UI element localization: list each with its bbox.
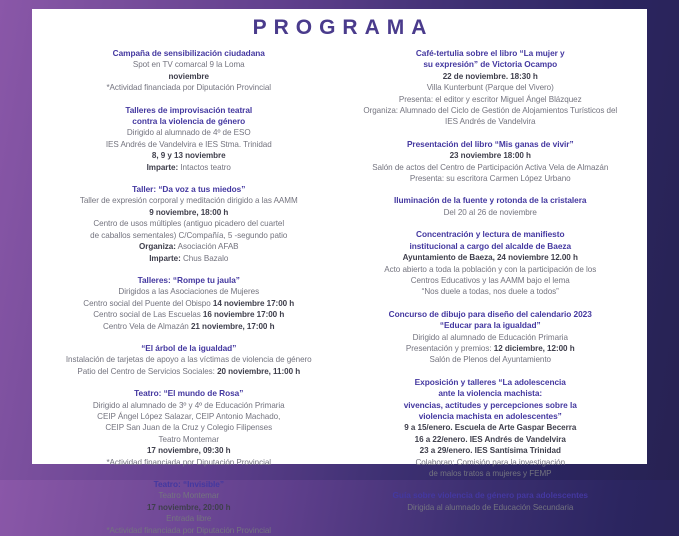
program-entry-title: Presentación del libro “Mis ganas de vivir”	[406, 138, 574, 149]
program-entry-line: 22 de noviembre. 18:30 h	[442, 71, 538, 81]
program-entry-line: Villa Kunterbunt (Parque del Vivero)	[426, 83, 554, 93]
program-entry-line: Dirigido al alumnado de 4º de ESO	[126, 128, 251, 138]
program-entry-line: 9 noviembre, 18:00 h	[149, 207, 229, 217]
program-entry	[44, 388, 334, 468]
program-entry-line: Dirigido al alumnado de 3º y 4º de Educación Primaria	[92, 400, 285, 410]
program-entry	[44, 479, 334, 536]
program-entry-line: *Actividad financiada por Diputación Provincial	[106, 525, 272, 535]
program-entry-title: Exposición y talleres “La adolescencia ante la violencia machista: vivencias, actitudes y percepciones sobre la violencia machista en adolescentes”	[403, 376, 577, 421]
program-entry-line: 23 a 29/enero. IES Santísima Trinidad	[419, 446, 561, 456]
program-entry-line: de malos tratos a mujeres y FEMP	[428, 469, 552, 478]
program-entry	[346, 195, 636, 218]
program-entry-line: 16 a 22/enero. IES Andrés de Vandelvira	[414, 434, 566, 444]
program-entry-title: Campaña de sensibilización ciudadana	[112, 48, 265, 58]
program-entry-line: Colaboran: Comisión para la investigación	[415, 457, 566, 467]
program-entry-line: Dirigidos a las Asociaciones de Mujeres	[118, 287, 260, 297]
program-entry-line: Teatro Montemar	[158, 434, 219, 444]
program-entry-title: Talleres: “Rompe tu jaula”	[137, 274, 240, 285]
program-entry-line: 17 noviembre, 20:00 h	[146, 502, 231, 512]
program-entry-line: IES Andrés de Vandelvira e IES Stma. Trinidad	[105, 139, 272, 149]
program-entry-line: CEIP Ángel López Salazar, CEIP Antonio Machado,	[97, 411, 281, 421]
program-entry-line: Taller de expresión corporal y meditación dirigido a las AAMM	[79, 196, 298, 206]
program-entry-line: Organiza: Asociación AFAB	[138, 242, 239, 252]
left-column	[38, 48, 340, 536]
program-entry-line: IES Andrés de Vandelvira	[445, 117, 536, 127]
program-entry-title: Taller: “Da voz a tus miedos”	[132, 184, 246, 195]
program-entry-title: Iluminación de la fuente y rotonda de la cristalera	[394, 195, 587, 206]
poster-card	[32, 9, 647, 535]
program-entry-line: Presentación y premios: 12 diciembre, 12:00 h	[405, 343, 575, 353]
program-entry	[44, 343, 334, 377]
program-entry-line: Teatro Montemar	[158, 491, 219, 501]
program-entry-line: Dirigida al alumnado de Educación Secundaria	[407, 502, 574, 512]
program-entry-line: 9 a 15/enero. Escuela de Arte Gaspar Becerra	[404, 423, 577, 433]
program-entry	[346, 139, 636, 185]
program-entry-line: Imparte: Chus Bazalo	[149, 253, 229, 263]
program-entry-line: Centro de usos múltiples (antiguo picadero del cuartel	[93, 219, 285, 229]
program-entry-line: Centro Vela de Almazán 21 noviembre, 17:00 h	[103, 321, 275, 331]
program-entry-line: Salón de Plenos del Ayuntamiento	[429, 355, 552, 365]
program-entry	[346, 490, 636, 513]
program-entry	[346, 377, 636, 480]
program-entry	[44, 184, 334, 264]
program-entry-title: Concentración y lectura de manifiesto institucional a cargo del alcalde de Baeza	[409, 229, 572, 251]
program-entry-line: Salón de actos del Centro de Participación Activa Vela de Almazán	[372, 162, 609, 172]
page-title: PROGRAMA	[252, 16, 434, 39]
program-entry	[346, 48, 636, 128]
program-entry-title: Teatro: “El mundo de Rosa”	[134, 388, 244, 399]
program-entry-line: Acto abierto a toda la población y con la participación de los	[384, 264, 597, 274]
program-entry-line: de caballos sementales) C/Compañía, 5 -segundo patio	[90, 230, 288, 240]
program-entry-line: noviembre	[168, 71, 209, 81]
program-entry-title: Concurso de dibujo para diseño del calendario 2023 “Educar para la igualdad”	[388, 308, 592, 331]
program-entry-line: *Actividad financiada por Diputación Provincial	[106, 457, 272, 467]
program-entry-line: Centro social del Puente del Obispo 14 noviembre 17:00 h	[83, 298, 295, 308]
program-entry-title: Talleres de improvisación teatral contra la violencia de género	[125, 104, 253, 127]
program-entry	[44, 48, 334, 94]
program-entry-line: Spot en TV comarcal 9 la Loma	[132, 60, 245, 70]
program-entry	[44, 105, 334, 173]
program-entry-line: Instalación de tarjetas de apoyo a las víctimas de violencia de género	[65, 355, 312, 365]
program-columns	[32, 38, 647, 536]
program-entry-line: Dirigido al alumnado de Educación Primaria	[412, 332, 568, 342]
program-entry-line: Patio del Centro de Servicios Sociales: 20 noviembre, 11:00 h	[77, 366, 301, 376]
program-entry	[346, 309, 636, 366]
program-entry-line: CEIP San Juan de la Cruz y Colegio Filipenses	[105, 423, 273, 433]
program-entry-title: Guía sobre violencia de género para adolescentes	[392, 490, 588, 501]
program-entry-line: Presenta: el editor y escritor Miguel Ángel Blázquez	[398, 94, 582, 104]
program-entry-line: Imparte: Intactos teatro	[146, 162, 231, 172]
program-entry-line: 8, 9 y 13 noviembre	[151, 151, 226, 161]
program-entry-line: Del 20 al 26 de noviembre	[443, 207, 537, 217]
program-entry-line: Ayuntamiento de Baeza, 24 noviembre 12.00 h	[402, 253, 578, 263]
program-entry-title: Café-tertulia sobre el libro “La mujer y su expresión” de Victoria Ocampo	[415, 48, 565, 70]
program-entry-line: 23 noviembre 18:00 h	[449, 151, 531, 161]
program-entry-line: Centro social de Las Escuelas 16 noviembre 17:00 h	[93, 310, 285, 320]
program-entry-title: Teatro: “Invisible”	[153, 479, 224, 489]
program-entry-line: Centros Educativos y las AAMM bajo el lema	[410, 275, 570, 285]
program-entry-title: “El árbol de la igualdad”	[141, 342, 237, 353]
program-entry-line: 17 noviembre, 09:30 h	[146, 446, 231, 456]
right-column	[340, 48, 642, 513]
program-entry-line: Presenta: su escritora Carmen López Urbano	[409, 174, 571, 184]
program-entry-line: *Actividad financiada por Diputación Provincial	[106, 83, 272, 93]
program-entry-line: Organiza: Alumnado del Ciclo de Gestión de Alojamientos Turísticos del	[363, 106, 618, 116]
program-entry-line: Entrada libre	[166, 514, 212, 524]
program-entry	[44, 275, 334, 332]
program-entry-line: “Nos duele a todas, nos duele a todos”	[421, 287, 559, 297]
program-entry	[346, 229, 636, 297]
